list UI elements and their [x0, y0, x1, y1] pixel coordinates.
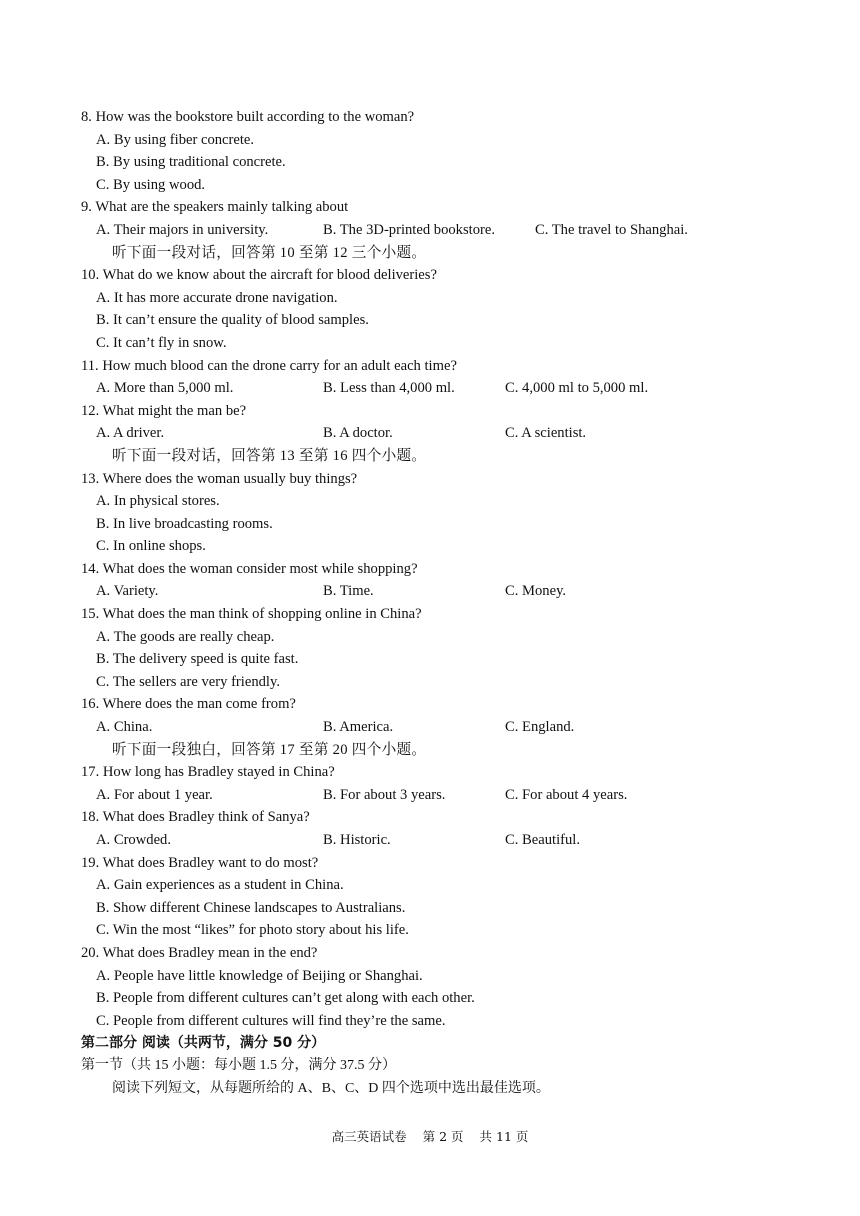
question: 10. What do we know about the aircraft for blood deliveries?	[81, 267, 437, 284]
answer-option: C. In online shops.	[96, 538, 206, 555]
answer-option: C. Money.	[505, 583, 567, 600]
answer-option: A. Variety.	[96, 583, 159, 600]
answer-options-row	[0, 580, 860, 603]
subsection-heading: 第一节（共 15 小题：每小题 1.5 分，满分 37.5 分）	[81, 1057, 396, 1073]
reading-instruction: 阅读下列短文，从每题所给的 A、B、C、D 四个选项中选出最佳选项。	[112, 1080, 550, 1096]
answer-option: B. By using traditional concrete.	[96, 154, 286, 171]
answer-option: A. More than 5,000 ml.	[96, 380, 234, 397]
question: 13. Where does the woman usually buy things?	[81, 470, 358, 487]
question: 16. Where does the man come from?	[81, 696, 296, 713]
answer-options-row	[0, 377, 860, 400]
section-heading: 第二部分 阅读（共两节，满分 50 分）	[81, 1035, 326, 1052]
answer-option: B. Time.	[323, 583, 374, 600]
question: 12. What might the man be?	[81, 402, 247, 419]
question: 9. What are the speakers mainly talking about	[81, 199, 349, 216]
answer-option: B. People from different cultures can’t get along with each other.	[96, 990, 475, 1007]
answer-option: B. America.	[323, 719, 394, 736]
answer-options-row	[0, 219, 860, 242]
question: 8. How was the bookstore built according to the woman?	[81, 109, 415, 125]
answer-option: C. People from different cultures will find they’re the same.	[96, 1012, 446, 1029]
answer-option: B. Less than 4,000 ml.	[323, 380, 455, 397]
question: 18. What does Bradley think of Sanya?	[81, 809, 310, 826]
answer-option: C. Beautiful.	[505, 832, 580, 848]
answer-option: A. Gain experiences as a student in China.	[96, 877, 344, 894]
question: 17. How long has Bradley stayed in China?	[81, 764, 335, 781]
answer-option: A. For about 1 year.	[96, 786, 213, 803]
answer-option: B. A doctor.	[323, 425, 393, 442]
answer-option: B. In live broadcasting rooms.	[96, 515, 273, 532]
answer-options-row	[0, 784, 860, 807]
answer-option: A. In physical stores.	[96, 493, 220, 510]
answer-option: C. England.	[505, 719, 575, 736]
answer-option: A. A driver.	[96, 425, 165, 442]
answer-option: A. Their majors in university.	[96, 221, 269, 238]
answer-options-row	[0, 716, 860, 739]
footer-page-number: 第 2 页	[422, 1129, 464, 1144]
answer-option: A. It has more accurate drone navigation.	[96, 289, 338, 306]
answer-option: B. The delivery speed is quite fast.	[96, 651, 299, 668]
listening-instruction: 听下面一段独白，回答第 17 至第 20 四个小题。	[112, 741, 427, 758]
answer-option: C. The travel to Shanghai.	[535, 221, 688, 238]
question: 14. What does the woman consider most while shopping?	[81, 560, 418, 577]
answer-option: B. For about 3 years.	[323, 786, 446, 803]
answer-option: C. A scientist.	[505, 425, 587, 442]
answer-option: C. The sellers are very friendly.	[96, 673, 280, 690]
answer-option: A. China.	[96, 719, 153, 736]
question: 11. How much blood can the drone carry for an adult each time?	[81, 357, 457, 374]
question: 19. What does Bradley want to do most?	[81, 854, 319, 871]
answer-option: A. Crowded.	[96, 832, 171, 848]
question: 15. What does the man think of shopping online in China?	[81, 606, 422, 623]
listening-instruction: 听下面一段对话，回答第 10 至第 12 三个小题。	[112, 244, 427, 261]
answer-option: B. Historic.	[323, 832, 391, 848]
answer-option: C. It can’t fly in snow.	[96, 334, 227, 351]
answer-option: A. People have little knowledge of Beijing or Shanghai.	[96, 967, 423, 984]
answer-option: C. 4,000 ml to 5,000 ml.	[505, 380, 649, 397]
page-footer	[0, 1127, 860, 1145]
answer-option: C. By using wood.	[96, 176, 206, 193]
answer-option: A. The goods are really cheap.	[96, 628, 275, 645]
answer-option: A. By using fiber concrete.	[96, 131, 255, 148]
answer-option: C. Win the most “likes” for photo story about his life.	[96, 922, 409, 939]
answer-options-row	[0, 422, 860, 445]
question: 20. What does Bradley mean in the end?	[81, 944, 318, 961]
answer-options-row	[0, 829, 860, 852]
answer-option: B. It can’t ensure the quality of blood samples.	[96, 312, 369, 329]
exam-page-content	[0, 106, 860, 1100]
answer-option: B. Show different Chinese landscapes to Australians.	[96, 899, 406, 916]
answer-option: B. The 3D-printed bookstore.	[323, 221, 495, 238]
listening-instruction: 听下面一段对话，回答第 13 至第 16 四个小题。	[112, 447, 427, 464]
footer-page-total: 共 11 页	[479, 1129, 529, 1144]
answer-option: C. For about 4 years.	[505, 786, 628, 803]
footer-exam-title: 高三英语试卷	[331, 1129, 407, 1144]
